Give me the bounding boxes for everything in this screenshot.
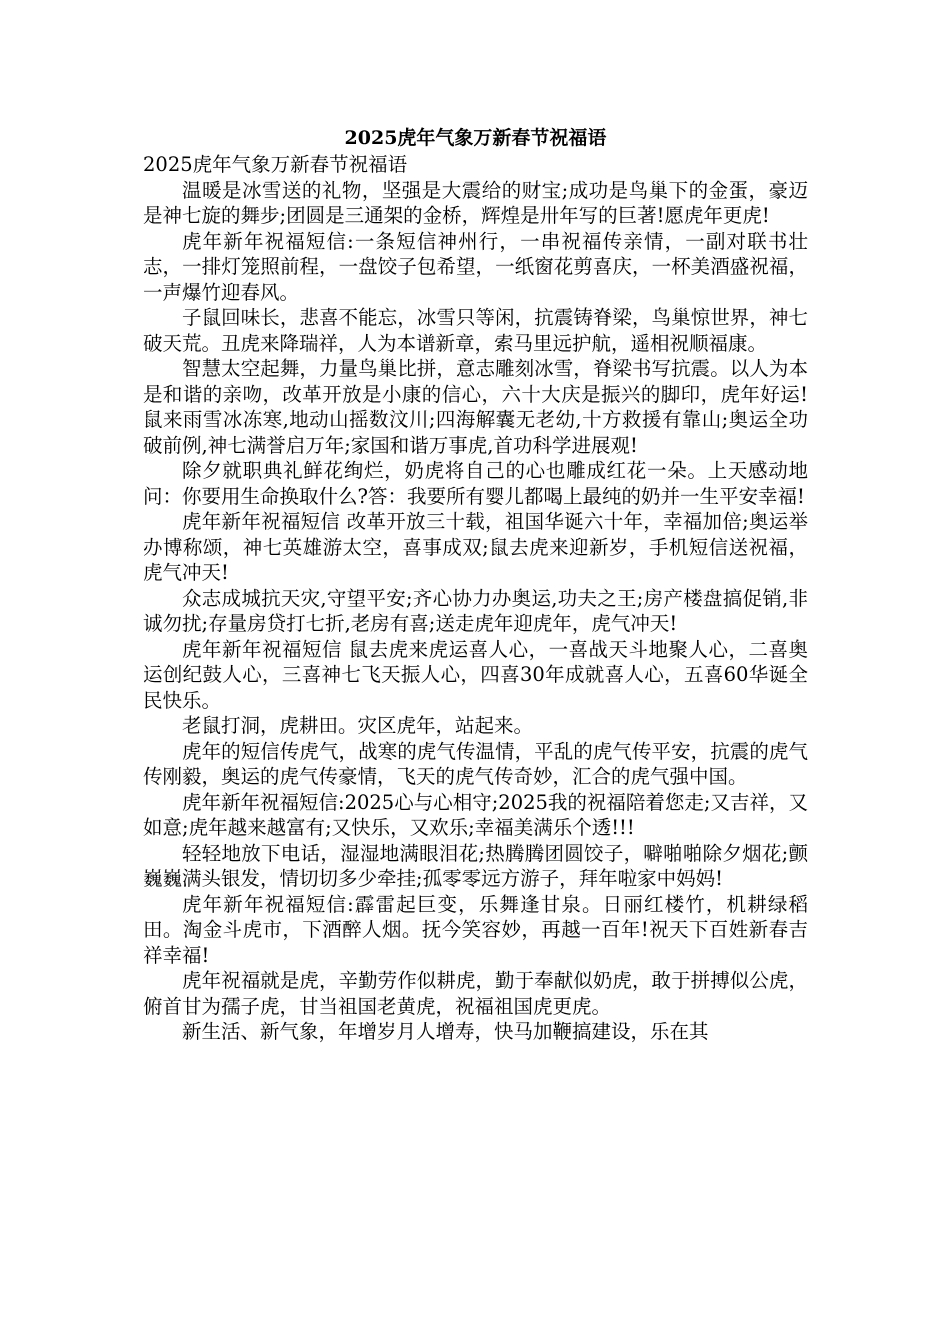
paragraph-4: 智慧太空起舞，力量鸟巢比拼，意志雕刻冰雪，脊梁书写抗震。以人为本是和谐的亲吻，改革开放是小康的信心，六十大庆是振兴的脚印，虎年好运!鼠来雨雪冰冻寒,地动山摇数汶川;四海解囊无老幼,十方救援有靠山;奥运全功破前例,神七满誉启万年;家国和谐万事虎,首功科学进展观! <box>143 357 808 457</box>
paragraph-7: 众志成城抗天灾,守望平安;齐心协力办奥运,功夫之王;房产楼盘搞促销,非诚勿扰;存量房贷打七折,老房有喜;送走虎年迎虎年，虎气冲天! <box>143 586 808 635</box>
document-subtitle: 2025虎年气象万新春节祝福语 <box>143 153 408 176</box>
paragraph-6: 虎年新年祝福短信 改革开放三十载，祖国华诞六十年，幸福加倍;奥运举办博称颂，神七英雄游太空，喜事成双;鼠去虎来迎新岁，手机短信送祝福，虎气冲天! <box>143 510 808 584</box>
document-title: 2025虎年气象万新春节祝福语 <box>344 127 607 149</box>
paragraph-3: 子鼠回味长，悲喜不能忘，冰雪只等闲，抗震铸脊梁，鸟巢惊世界，神七破天荒。丑虎来降瑞祥，人为本谱新章，索马里远护航，遥相祝顺福康。 <box>143 306 808 355</box>
paragraph-5: 除夕就职典礼鲜花绚烂，奶虎将自己的心也雕成红花一朵。上天感动地问：你要用生命换取什么?答：我要所有婴儿都喝上最纯的奶并一生平安幸福! <box>143 459 808 508</box>
paragraph-12: 轻轻地放下电话，湿湿地满眼泪花;热腾腾团圆饺子，噼啪啪除夕烟花;颤巍巍满头银发，情切切多少牵挂;孤零零远方游子，拜年啦家中妈妈! <box>143 841 808 890</box>
paragraph-2: 虎年新年祝福短信:一条短信神州行，一串祝福传亲情，一副对联书壮志，一排灯笼照前程，一盘饺子包希望，一纸窗花剪喜庆，一杯美酒盛祝福，一声爆竹迎春风。 <box>143 229 808 304</box>
document-body <box>143 124 808 1045</box>
paragraph-13: 虎年新年祝福短信:霹雷起巨变，乐舞逢甘泉。日丽红楼竹，机耕绿稻田。淘金斗虎市，下酒醉人烟。抚今笑容妙，再越一百年!祝天下百姓新春吉祥幸福! <box>143 892 808 967</box>
paragraph-11: 虎年新年祝福短信:2025心与心相守;2025我的祝福陪着您走;又吉祥，又如意;虎年越来越富有;又快乐，又欢乐;幸福美满乐个透!!! <box>143 790 808 839</box>
paragraph-14: 虎年祝福就是虎，辛勤劳作似耕虎，勤于奉献似奶虎，敢于拼搏似公虎，俯首甘为孺子虎，甘当祖国老黄虎，祝福祖国虎更虎。 <box>143 969 808 1018</box>
paragraph-10: 虎年的短信传虎气，战寒的虎气传温情，平乱的虎气传平安，抗震的虎气传刚毅，奥运的虎气传豪情，飞天的虎气传奇妙，汇合的虎气强中国。 <box>143 739 808 788</box>
paragraph-9: 老鼠打洞，虎耕田。灾区虎年，站起来。 <box>182 714 534 737</box>
paragraph-1: 温暖是冰雪送的礼物，坚强是大震给的财宝;成功是鸟巢下的金蛋，豪迈是神七旋的舞步;团圆是三通架的金桥，辉煌是卅年写的巨著!愿虎年更虎! <box>143 178 808 227</box>
paragraph-15: 新生活、新气象，年增岁月人增寿，快马加鞭搞建设，乐在其 <box>182 1020 709 1043</box>
paragraph-8: 虎年新年祝福短信 鼠去虎来虎运喜人心，一喜战天斗地聚人心，二喜奥运创纪鼓人心，三喜神七飞天振人心，四喜30年成就喜人心，五喜60华诞全民快乐。 <box>143 637 808 712</box>
